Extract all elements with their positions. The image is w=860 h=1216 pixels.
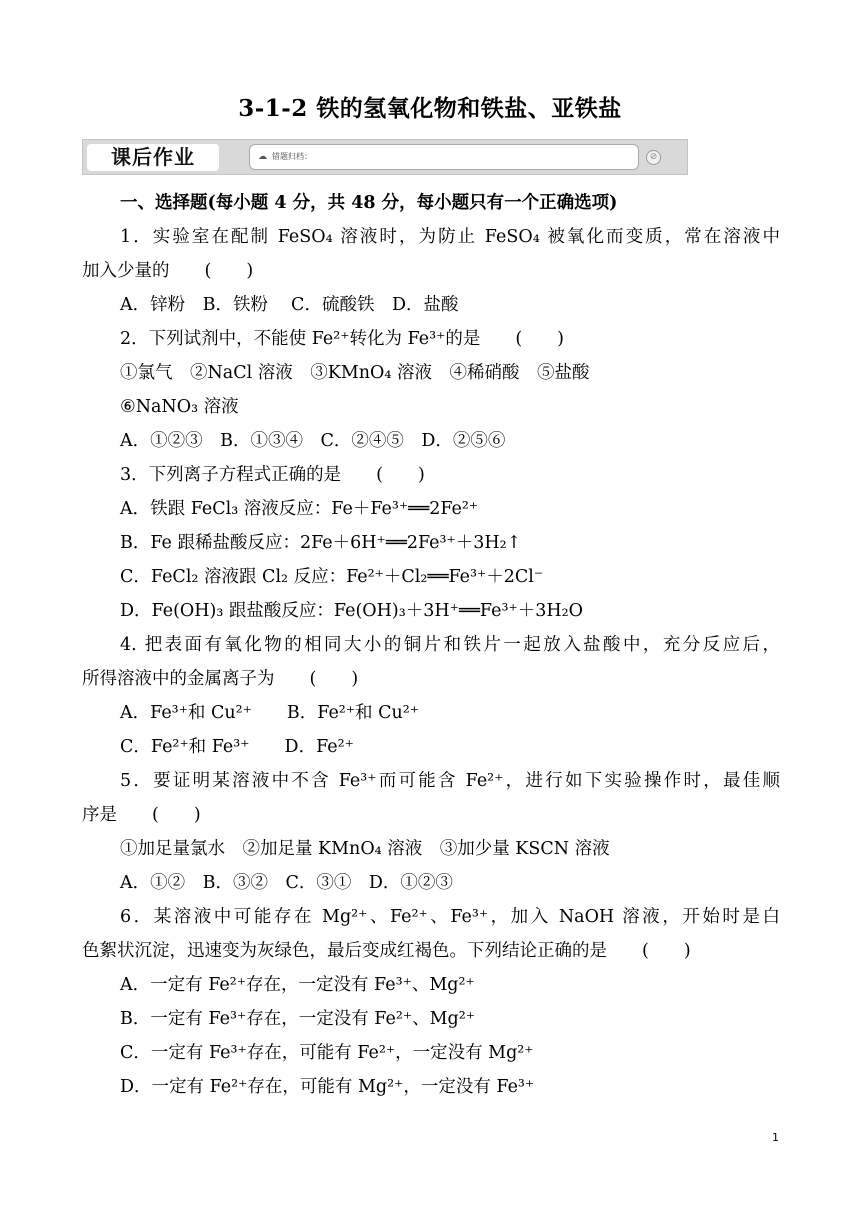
text-line: A．①②③ B．①③④ C．②④⑤ D．②⑤⑥ xyxy=(120,431,506,451)
text-line: C．Fe²⁺和 Fe³⁺ D．Fe²⁺ xyxy=(120,737,354,757)
text-line: 序是 ( ) xyxy=(82,805,201,825)
text-line: 所得溶液中的金属离子为 ( ) xyxy=(82,669,359,689)
page-number: 1 xyxy=(772,1131,779,1144)
homework-banner xyxy=(82,139,688,175)
text-line: B．一定有 Fe³⁺存在，一定没有 Fe²⁺、Mg²⁺ xyxy=(120,1009,475,1029)
text-line: A．Fe³⁺和 Cu²⁺ B．Fe²⁺和 Cu²⁺ xyxy=(120,703,420,723)
text-line: A．一定有 Fe²⁺存在，一定没有 Fe³⁺、Mg²⁺ xyxy=(120,975,475,995)
text-line: D．一定有 Fe²⁺存在，可能有 Mg²⁺，一定没有 Fe³⁺ xyxy=(120,1077,535,1097)
text-line: 加入少量的 ( ) xyxy=(82,261,254,281)
text-line: C．一定有 Fe³⁺存在，可能有 Fe²⁺，一定没有 Mg²⁺ xyxy=(120,1043,534,1063)
banner-label: 课后作业 xyxy=(87,144,219,171)
question-content xyxy=(82,186,780,1104)
text-line: 1．实验室在配制 FeSO₄ 溶液时，为防止 FeSO₄ 被氧化而变质，常在溶液中 xyxy=(120,227,780,247)
cloud-icon: ☁ xyxy=(258,152,267,162)
text-line: ①氯气 ②NaCl 溶液 ③KMnO₄ 溶液 ④稀硝酸 ⑤盐酸 xyxy=(120,363,590,383)
text-line: 4. 把表面有氧化物的相同大小的铜片和铁片一起放入盐酸中，充分反应后， xyxy=(120,635,780,655)
text-line: 5．要证明某溶液中不含 Fe³⁺而可能含 Fe²⁺，进行如下实验操作时，最佳顺 xyxy=(120,771,780,791)
text-line: 3．下列离子方程式正确的是 ( ) xyxy=(120,465,425,485)
text-line: ⑥NaNO₃ 溶液 xyxy=(120,397,239,417)
text-line: A．锌粉 B．铁粉 C．硫酸铁 D．盐酸 xyxy=(120,295,459,315)
text-line: D．Fe(OH)₃ 跟盐酸反应：Fe(OH)₃＋3H⁺══Fe³⁺＋3H₂O xyxy=(120,601,583,621)
error-archive-placeholder: 错题归档： xyxy=(272,152,312,161)
text-line: 2．下列试剂中，不能使 Fe²⁺转化为 Fe³⁺的是 ( ) xyxy=(120,329,565,349)
text-line: B．Fe 跟稀盐酸反应：2Fe＋6H⁺══2Fe³⁺＋3H₂↑ xyxy=(120,533,522,553)
text-line: ①加足量氯水 ②加足量 KMnO₄ 溶液 ③加少量 KSCN 溶液 xyxy=(120,839,610,859)
text-line: A．①② B．③② C．③① D．①②③ xyxy=(120,873,453,893)
text-line: C．FeCl₂ 溶液跟 Cl₂ 反应：Fe²⁺＋Cl₂══Fe³⁺＋2Cl⁻ xyxy=(120,567,544,587)
text-line: 色絮状沉淀，迅速变为灰绿色，最后变成红褐色。下列结论正确的是 ( ) xyxy=(82,941,691,961)
section-heading: 一、选择题(每小题 4 分，共 48 分，每小题只有一个正确选项) xyxy=(120,193,618,213)
clear-icon[interactable]: ⊘ xyxy=(646,150,661,165)
text-line: 6．某溶液中可能存在 Mg²⁺、Fe²⁺、Fe³⁺，加入 NaOH 溶液，开始时是白 xyxy=(120,907,780,927)
text-line: A．铁跟 FeCl₃ 溶液反应：Fe＋Fe³⁺══2Fe²⁺ xyxy=(120,499,479,519)
error-archive-input[interactable] xyxy=(249,144,639,170)
document-title: 3-1-2 铁的氢氧化物和铁盐、亚铁盐 xyxy=(238,95,622,122)
